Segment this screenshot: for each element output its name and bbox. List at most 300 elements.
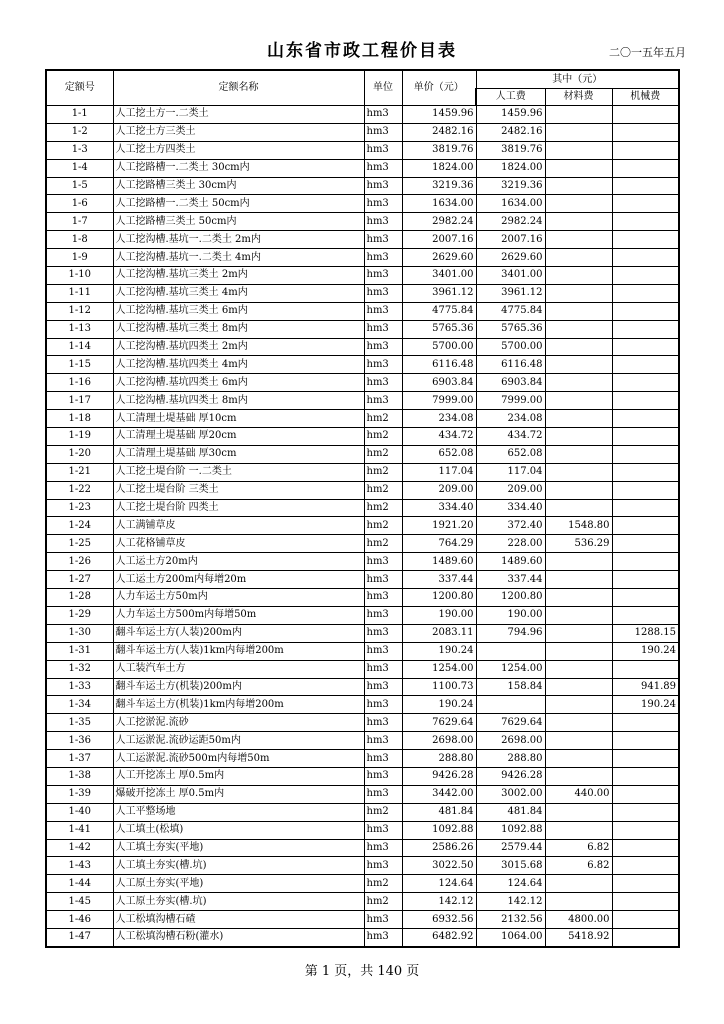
cell-code: 1-31: [46, 642, 113, 660]
cell-labor: 7999.00: [476, 392, 545, 410]
cell-unit: hm3: [364, 177, 402, 195]
cell-unit: hm3: [364, 213, 402, 231]
table-row: [46, 320, 679, 338]
cell-name: 人工挖土堤台阶 三类土: [113, 481, 364, 499]
cell-labor: 794.96: [476, 624, 545, 642]
cell-name: 人工平整场地: [113, 803, 364, 821]
cell-material: [545, 213, 612, 231]
cell-price: 288.80: [402, 750, 476, 768]
cell-name: 人工挖路槽一.二类土 50cm内: [113, 195, 364, 213]
cell-code: 1-11: [46, 284, 113, 302]
cell-labor: 2698.00: [476, 732, 545, 750]
cell-code: 1-7: [46, 213, 113, 231]
cell-code: 1-36: [46, 732, 113, 750]
cell-code: 1-19: [46, 428, 113, 446]
cell-material: [545, 553, 612, 571]
cell-material: [545, 410, 612, 428]
cell-price: 2586.26: [402, 839, 476, 857]
cell-name: 人工填土夯实(槽.坑): [113, 857, 364, 875]
cell-unit: hm3: [364, 195, 402, 213]
table-row: [46, 553, 679, 571]
cell-material: [545, 249, 612, 267]
cell-price: 234.08: [402, 410, 476, 428]
cell-name: 人工清理土堤基础 厚30cm: [113, 445, 364, 463]
cell-material: 1548.80: [545, 517, 612, 535]
table-row: [46, 267, 679, 285]
cell-price: 1634.00: [402, 195, 476, 213]
cell-name: 人工填土夯实(平地): [113, 839, 364, 857]
cell-price: 1489.60: [402, 553, 476, 571]
cell-machine: [612, 517, 679, 535]
cell-unit: hm3: [364, 553, 402, 571]
cell-machine: [612, 410, 679, 428]
cell-labor: 209.00: [476, 481, 545, 499]
cell-material: [545, 624, 612, 642]
cell-machine: [612, 606, 679, 624]
cell-code: 1-9: [46, 249, 113, 267]
cell-name: 人工满铺草皮: [113, 517, 364, 535]
page-footer: 第 1 页，共 140 页: [304, 964, 420, 979]
cell-labor: 288.80: [476, 750, 545, 768]
cell-code: 1-44: [46, 875, 113, 893]
table-row: [46, 571, 679, 589]
cell-code: 1-6: [46, 195, 113, 213]
cell-machine: [612, 302, 679, 320]
table-row: [46, 302, 679, 320]
table-row: [46, 785, 679, 803]
cell-price: 1100.73: [402, 678, 476, 696]
table-row: [46, 857, 679, 875]
cell-name: 人工开挖冻土 厚0.5m内: [113, 767, 364, 785]
table-row: [46, 177, 679, 195]
cell-code: 1-30: [46, 624, 113, 642]
cell-unit: hm2: [364, 875, 402, 893]
cell-unit: hm3: [364, 392, 402, 410]
cell-material: [545, 821, 612, 839]
cell-price: 481.84: [402, 803, 476, 821]
cell-code: 1-18: [46, 410, 113, 428]
header-material: 材料费: [545, 89, 612, 106]
cell-name: 人工挖沟槽.基坑四类土 6m内: [113, 374, 364, 392]
cell-unit: hm3: [364, 589, 402, 607]
cell-price: 190.24: [402, 696, 476, 714]
cell-code: 1-29: [46, 606, 113, 624]
cell-unit: hm3: [364, 338, 402, 356]
cell-machine: [612, 141, 679, 159]
cell-machine: [612, 106, 679, 124]
cell-material: [545, 606, 612, 624]
cell-unit: hm2: [364, 428, 402, 446]
table-row: [46, 123, 679, 141]
table-row: [46, 392, 679, 410]
cell-material: [545, 875, 612, 893]
cell-code: 1-12: [46, 302, 113, 320]
table-row: [46, 231, 679, 249]
table-row: [46, 839, 679, 857]
cell-labor: 1064.00: [476, 928, 545, 946]
cell-price: 4775.84: [402, 302, 476, 320]
cell-name: 人工挖路槽三类土 30cm内: [113, 177, 364, 195]
cell-name: 翻斗车运土方(机装)1km内每增200m: [113, 696, 364, 714]
cell-material: 440.00: [545, 785, 612, 803]
cell-material: [545, 392, 612, 410]
cell-labor: 158.84: [476, 678, 545, 696]
cell-price: 2698.00: [402, 732, 476, 750]
table-body: [46, 106, 679, 947]
table-row: [46, 589, 679, 607]
cell-machine: [612, 535, 679, 553]
cell-code: 1-22: [46, 481, 113, 499]
cell-labor: 124.64: [476, 875, 545, 893]
cell-name: 人工挖沟槽.基坑四类土 4m内: [113, 356, 364, 374]
cell-machine: [612, 714, 679, 732]
cell-unit: hm3: [364, 284, 402, 302]
cell-price: 142.12: [402, 893, 476, 911]
cell-material: [545, 428, 612, 446]
table-row: [46, 821, 679, 839]
cell-code: 1-34: [46, 696, 113, 714]
cell-price: 2083.11: [402, 624, 476, 642]
cell-name: 人工装汽车土方: [113, 660, 364, 678]
cell-machine: [612, 428, 679, 446]
cell-unit: hm3: [364, 785, 402, 803]
cell-material: 4800.00: [545, 911, 612, 929]
table-row: [46, 481, 679, 499]
cell-machine: [612, 857, 679, 875]
price-table: [45, 69, 680, 948]
cell-code: 1-42: [46, 839, 113, 857]
cell-labor: 5765.36: [476, 320, 545, 338]
cell-unit: hm2: [364, 535, 402, 553]
table-row: [46, 624, 679, 642]
cell-unit: hm3: [364, 231, 402, 249]
cell-unit: hm3: [364, 159, 402, 177]
table-row: [46, 374, 679, 392]
cell-unit: hm3: [364, 267, 402, 285]
cell-name: 人工清理土堤基础 厚20cm: [113, 428, 364, 446]
cell-unit: hm3: [364, 356, 402, 374]
table-row: [46, 428, 679, 446]
cell-code: 1-20: [46, 445, 113, 463]
cell-labor: 2132.56: [476, 911, 545, 929]
cell-unit: hm2: [364, 517, 402, 535]
cell-labor: 6116.48: [476, 356, 545, 374]
cell-price: 3961.12: [402, 284, 476, 302]
cell-name: 人工运土方20m内: [113, 553, 364, 571]
cell-labor: 3819.76: [476, 141, 545, 159]
cell-unit: hm3: [364, 624, 402, 642]
cell-price: 1459.96: [402, 106, 476, 124]
cell-code: 1-46: [46, 911, 113, 929]
cell-machine: 190.24: [612, 696, 679, 714]
cell-price: 434.72: [402, 428, 476, 446]
cell-material: [545, 660, 612, 678]
cell-machine: [612, 767, 679, 785]
cell-machine: [612, 338, 679, 356]
cell-name: 人工挖沟槽.基坑三类土 4m内: [113, 284, 364, 302]
cell-labor: 3401.00: [476, 267, 545, 285]
cell-code: 1-4: [46, 159, 113, 177]
table-row: [46, 660, 679, 678]
cell-material: [545, 481, 612, 499]
cell-unit: hm3: [364, 642, 402, 660]
cell-name: 爆破开挖冻土 厚0.5m内: [113, 785, 364, 803]
cell-price: 117.04: [402, 463, 476, 481]
cell-machine: [612, 374, 679, 392]
cell-labor: 372.40: [476, 517, 545, 535]
cell-code: 1-26: [46, 553, 113, 571]
table-row: [46, 213, 679, 231]
cell-code: 1-41: [46, 821, 113, 839]
cell-unit: hm3: [364, 696, 402, 714]
cell-price: 334.40: [402, 499, 476, 517]
cell-material: 536.29: [545, 535, 612, 553]
cell-unit: hm3: [364, 732, 402, 750]
cell-unit: hm3: [364, 821, 402, 839]
cell-material: 5418.92: [545, 928, 612, 946]
cell-labor: 117.04: [476, 463, 545, 481]
cell-unit: hm3: [364, 249, 402, 267]
cell-labor: 5700.00: [476, 338, 545, 356]
cell-price: 764.29: [402, 535, 476, 553]
cell-price: 1824.00: [402, 159, 476, 177]
cell-labor: 1634.00: [476, 195, 545, 213]
cell-machine: [612, 571, 679, 589]
cell-labor: 3961.12: [476, 284, 545, 302]
cell-labor: 1824.00: [476, 159, 545, 177]
cell-price: 2482.16: [402, 123, 476, 141]
cell-name: 人工清理土堤基础 厚10cm: [113, 410, 364, 428]
cell-material: [545, 696, 612, 714]
cell-labor: 3015.68: [476, 857, 545, 875]
cell-code: 1-1: [46, 106, 113, 124]
cell-machine: [612, 893, 679, 911]
table-row: [46, 893, 679, 911]
cell-code: 1-40: [46, 803, 113, 821]
cell-machine: 941.89: [612, 678, 679, 696]
cell-name: 翻斗车运土方(机装)200m内: [113, 678, 364, 696]
cell-code: 1-39: [46, 785, 113, 803]
cell-name: 人力车运土方500m内每增50m: [113, 606, 364, 624]
cell-labor: 190.00: [476, 606, 545, 624]
table-row: [46, 463, 679, 481]
cell-machine: [612, 911, 679, 929]
cell-price: 1921.20: [402, 517, 476, 535]
table-row: [46, 642, 679, 660]
cell-price: 3819.76: [402, 141, 476, 159]
cell-name: 人工挖土堤台阶 四类土: [113, 499, 364, 517]
cell-machine: [612, 660, 679, 678]
table-row: [46, 714, 679, 732]
cell-unit: hm2: [364, 463, 402, 481]
cell-name: 人工挖沟槽.基坑四类土 2m内: [113, 338, 364, 356]
cell-labor: 4775.84: [476, 302, 545, 320]
table-row: [46, 732, 679, 750]
cell-machine: [612, 195, 679, 213]
cell-unit: hm3: [364, 714, 402, 732]
cell-price: 3401.00: [402, 267, 476, 285]
cell-name: 人工挖土方一.二类土: [113, 106, 364, 124]
cell-name: 翻斗车运土方(人装)200m内: [113, 624, 364, 642]
cell-price: 9426.28: [402, 767, 476, 785]
cell-price: 5765.36: [402, 320, 476, 338]
cell-unit: hm2: [364, 893, 402, 911]
table-row: [46, 249, 679, 267]
cell-machine: [612, 732, 679, 750]
table-row: [46, 141, 679, 159]
cell-machine: [612, 249, 679, 267]
cell-unit: hm2: [364, 499, 402, 517]
cell-price: 3442.00: [402, 785, 476, 803]
cell-name: 人工挖沟槽.基坑四类土 8m内: [113, 392, 364, 410]
cell-material: [545, 642, 612, 660]
table-row: [46, 338, 679, 356]
cell-name: 人工挖沟槽.基坑三类土 2m内: [113, 267, 364, 285]
cell-labor: 2482.16: [476, 123, 545, 141]
page-title: 山东省市政工程价目表: [267, 41, 457, 61]
cell-name: 人工原土夯实(槽.坑): [113, 893, 364, 911]
cell-price: 6903.84: [402, 374, 476, 392]
cell-name: 人力车运土方50m内: [113, 589, 364, 607]
cell-labor: 228.00: [476, 535, 545, 553]
cell-code: 1-38: [46, 767, 113, 785]
cell-code: 1-24: [46, 517, 113, 535]
cell-price: 3219.36: [402, 177, 476, 195]
cell-labor: 1200.80: [476, 589, 545, 607]
table-row: [46, 606, 679, 624]
cell-unit: hm3: [364, 571, 402, 589]
cell-labor: 652.08: [476, 445, 545, 463]
cell-machine: [612, 231, 679, 249]
cell-unit: hm3: [364, 839, 402, 857]
cell-unit: hm3: [364, 660, 402, 678]
header-price: 单价（元）: [402, 70, 476, 106]
cell-machine: [612, 213, 679, 231]
cell-material: [545, 803, 612, 821]
cell-unit: hm3: [364, 750, 402, 768]
cell-unit: hm3: [364, 767, 402, 785]
cell-labor: 334.40: [476, 499, 545, 517]
header-labor: 人工费: [476, 89, 545, 106]
cell-labor: [476, 696, 545, 714]
header-name: 定额名称: [113, 70, 364, 106]
cell-unit: hm3: [364, 857, 402, 875]
cell-code: 1-15: [46, 356, 113, 374]
cell-material: 6.82: [545, 857, 612, 875]
table-row: [46, 410, 679, 428]
cell-machine: [612, 392, 679, 410]
cell-unit: hm3: [364, 106, 402, 124]
cell-price: 1092.88: [402, 821, 476, 839]
cell-unit: hm3: [364, 606, 402, 624]
table-row: [46, 356, 679, 374]
cell-price: 2982.24: [402, 213, 476, 231]
cell-material: [545, 499, 612, 517]
cell-price: 6932.56: [402, 911, 476, 929]
cell-price: 7999.00: [402, 392, 476, 410]
cell-code: 1-3: [46, 141, 113, 159]
cell-code: 1-47: [46, 928, 113, 946]
table-row: [46, 159, 679, 177]
cell-price: 3022.50: [402, 857, 476, 875]
cell-labor: [476, 642, 545, 660]
cell-material: [545, 571, 612, 589]
cell-name: 人工运淤泥.流砂500m内每增50m: [113, 750, 364, 768]
cell-material: [545, 714, 612, 732]
cell-material: [545, 463, 612, 481]
cell-labor: 2579.44: [476, 839, 545, 857]
cell-name: 人工松填沟槽石粉(灌水): [113, 928, 364, 946]
cell-unit: hm2: [364, 481, 402, 499]
cell-name: 人工运土方200m内每增20m: [113, 571, 364, 589]
cell-price: 2629.60: [402, 249, 476, 267]
cell-material: [545, 589, 612, 607]
cell-machine: 190.24: [612, 642, 679, 660]
cell-unit: hm3: [364, 374, 402, 392]
cell-code: 1-25: [46, 535, 113, 553]
cell-labor: 142.12: [476, 893, 545, 911]
cell-labor: 1489.60: [476, 553, 545, 571]
cell-name: 人工挖土方四类土: [113, 141, 364, 159]
cell-code: 1-33: [46, 678, 113, 696]
cell-labor: 9426.28: [476, 767, 545, 785]
cell-unit: hm3: [364, 302, 402, 320]
cell-code: 1-13: [46, 320, 113, 338]
cell-labor: 1092.88: [476, 821, 545, 839]
cell-name: 人工挖路槽一.二类土 30cm内: [113, 159, 364, 177]
cell-code: 1-37: [46, 750, 113, 768]
cell-machine: [612, 589, 679, 607]
cell-price: 190.00: [402, 606, 476, 624]
cell-name: 人工原土夯实(平地): [113, 875, 364, 893]
cell-labor: 3002.00: [476, 785, 545, 803]
cell-unit: hm3: [364, 678, 402, 696]
cell-machine: [612, 159, 679, 177]
cell-machine: [612, 356, 679, 374]
cell-material: [545, 302, 612, 320]
cell-name: 人工挖沟槽.基坑三类土 6m内: [113, 302, 364, 320]
cell-price: 6116.48: [402, 356, 476, 374]
cell-labor: 2982.24: [476, 213, 545, 231]
cell-material: [545, 356, 612, 374]
table-row: [46, 195, 679, 213]
cell-price: 1254.00: [402, 660, 476, 678]
cell-price: 124.64: [402, 875, 476, 893]
cell-code: 1-43: [46, 857, 113, 875]
cell-name: 人工挖土方三类土: [113, 123, 364, 141]
cell-unit: hm3: [364, 928, 402, 946]
cell-code: 1-35: [46, 714, 113, 732]
cell-unit: hm3: [364, 911, 402, 929]
cell-material: [545, 732, 612, 750]
cell-unit: hm3: [364, 141, 402, 159]
cell-code: 1-5: [46, 177, 113, 195]
cell-material: [545, 195, 612, 213]
cell-machine: 1288.15: [612, 624, 679, 642]
cell-machine: [612, 875, 679, 893]
cell-machine: [612, 481, 679, 499]
cell-code: 1-17: [46, 392, 113, 410]
table-row: [46, 517, 679, 535]
cell-price: 2007.16: [402, 231, 476, 249]
cell-code: 1-27: [46, 571, 113, 589]
cell-material: [545, 678, 612, 696]
cell-material: 6.82: [545, 839, 612, 857]
cell-material: [545, 320, 612, 338]
table-row: [46, 678, 679, 696]
cell-machine: [612, 821, 679, 839]
cell-code: 1-32: [46, 660, 113, 678]
